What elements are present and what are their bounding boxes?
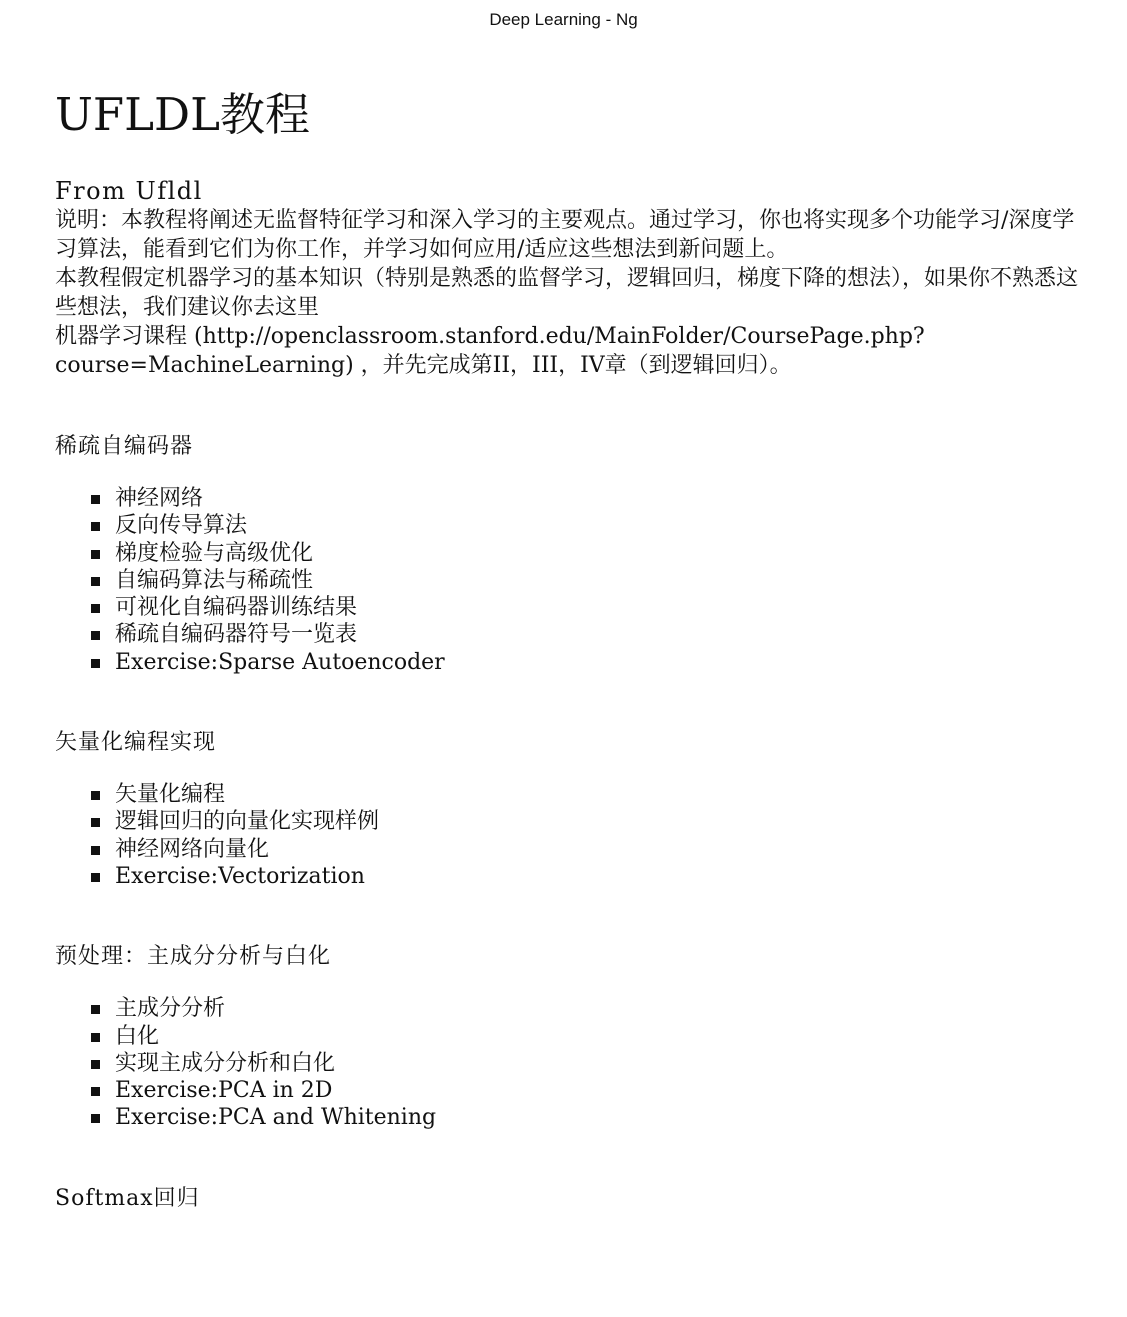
square-bullet-icon bbox=[91, 1060, 100, 1069]
list-item-label: 可视化自编码器训练结果 bbox=[115, 595, 358, 621]
square-bullet-icon bbox=[91, 791, 100, 800]
section-title-sparse-autoencoder: 稀疏自编码器 bbox=[55, 434, 194, 459]
square-bullet-icon bbox=[91, 873, 100, 882]
list-item[interactable] bbox=[91, 863, 1085, 890]
list-item[interactable] bbox=[91, 1104, 1085, 1131]
list-item-label: Exercise:PCA and Whitening bbox=[115, 1105, 437, 1131]
square-bullet-icon bbox=[91, 1005, 100, 1014]
list-item[interactable] bbox=[91, 540, 1085, 567]
section-title-pca-whitening: 预处理：主成分分析与白化 bbox=[55, 944, 332, 970]
square-bullet-icon bbox=[91, 1087, 100, 1096]
list-item[interactable] bbox=[91, 649, 1085, 676]
square-bullet-icon bbox=[91, 1114, 100, 1123]
list-item-label: 矢量化编程 bbox=[115, 782, 226, 808]
list-item-label: Exercise:Sparse Autoencoder bbox=[115, 649, 445, 675]
square-bullet-icon bbox=[91, 818, 100, 827]
list-item[interactable] bbox=[91, 567, 1085, 594]
section-list-vectorization bbox=[55, 781, 1085, 890]
square-bullet-icon bbox=[91, 577, 100, 586]
list-item-label: 反向传导算法 bbox=[115, 513, 248, 539]
square-bullet-icon bbox=[91, 1033, 100, 1042]
list-item[interactable] bbox=[91, 485, 1085, 512]
list-item[interactable] bbox=[91, 1077, 1085, 1104]
list-item[interactable] bbox=[91, 512, 1085, 539]
square-bullet-icon bbox=[91, 550, 100, 559]
list-item-label: Exercise:Vectorization bbox=[115, 863, 365, 889]
list-item[interactable] bbox=[91, 1050, 1085, 1077]
square-bullet-icon bbox=[91, 522, 100, 531]
square-bullet-icon bbox=[91, 495, 100, 504]
square-bullet-icon bbox=[91, 659, 100, 668]
list-item[interactable] bbox=[91, 781, 1085, 808]
running-header: Deep Learning - Ng bbox=[489, 10, 638, 29]
list-item[interactable] bbox=[91, 1023, 1085, 1050]
section-list-sparse-autoencoder bbox=[55, 485, 1085, 676]
course-link-paragraph[interactable]: 机器学习课程 (http://openclassroom.stanford.edu/MainFolder/CoursePage.php?course=MachineLearning) ，并先完成第II，III，IV章（到逻辑回归）。 bbox=[55, 324, 925, 378]
list-item-label: 神经网络 bbox=[115, 486, 204, 511]
list-item-label: 神经网络向量化 bbox=[115, 836, 270, 862]
list-item-label: 实现主成分分析和白化 bbox=[115, 1050, 336, 1076]
square-bullet-icon bbox=[91, 604, 100, 613]
square-bullet-icon bbox=[91, 846, 100, 855]
list-item-label: 稀疏自编码器符号一览表 bbox=[115, 622, 358, 648]
page-title: UFLDL教程 bbox=[55, 88, 310, 141]
list-item[interactable] bbox=[91, 836, 1085, 863]
square-bullet-icon bbox=[91, 631, 100, 640]
list-item-label: 梯度检验与高级优化 bbox=[115, 540, 314, 566]
list-item[interactable] bbox=[91, 621, 1085, 648]
list-item-label: 主成分分析 bbox=[115, 996, 226, 1022]
list-item[interactable] bbox=[91, 594, 1085, 621]
list-item[interactable] bbox=[91, 808, 1085, 835]
list-item[interactable] bbox=[91, 995, 1085, 1022]
prerequisite-paragraph: 本教程假定机器学习的基本知识（特别是熟悉的监督学习，逻辑回归，梯度下降的想法），如果你不熟悉这些想法，我们建议你去这里 bbox=[55, 266, 1079, 320]
source-line: From Ufldl bbox=[55, 177, 203, 205]
list-item-label: 逻辑回归的向量化实现样例 bbox=[115, 809, 380, 835]
article bbox=[55, 84, 1085, 1213]
section-list-pca-whitening bbox=[55, 995, 1085, 1131]
section-title-vectorization: 矢量化编程实现 bbox=[55, 730, 217, 756]
list-item-label: 自编码算法与稀疏性 bbox=[115, 567, 314, 593]
list-item-label: 白化 bbox=[115, 1023, 160, 1049]
section-title-softmax: Softmax回归 bbox=[55, 1185, 200, 1211]
list-item-label: Exercise:PCA in 2D bbox=[115, 1078, 333, 1104]
description-paragraph: 说明：本教程将阐述无监督特征学习和深入学习的主要观点。通过学习，你也将实现多个功能学习/深度学习算法，能看到它们为你工作，并学习如何应用/适应这些想法到新问题上。 bbox=[55, 208, 1075, 262]
